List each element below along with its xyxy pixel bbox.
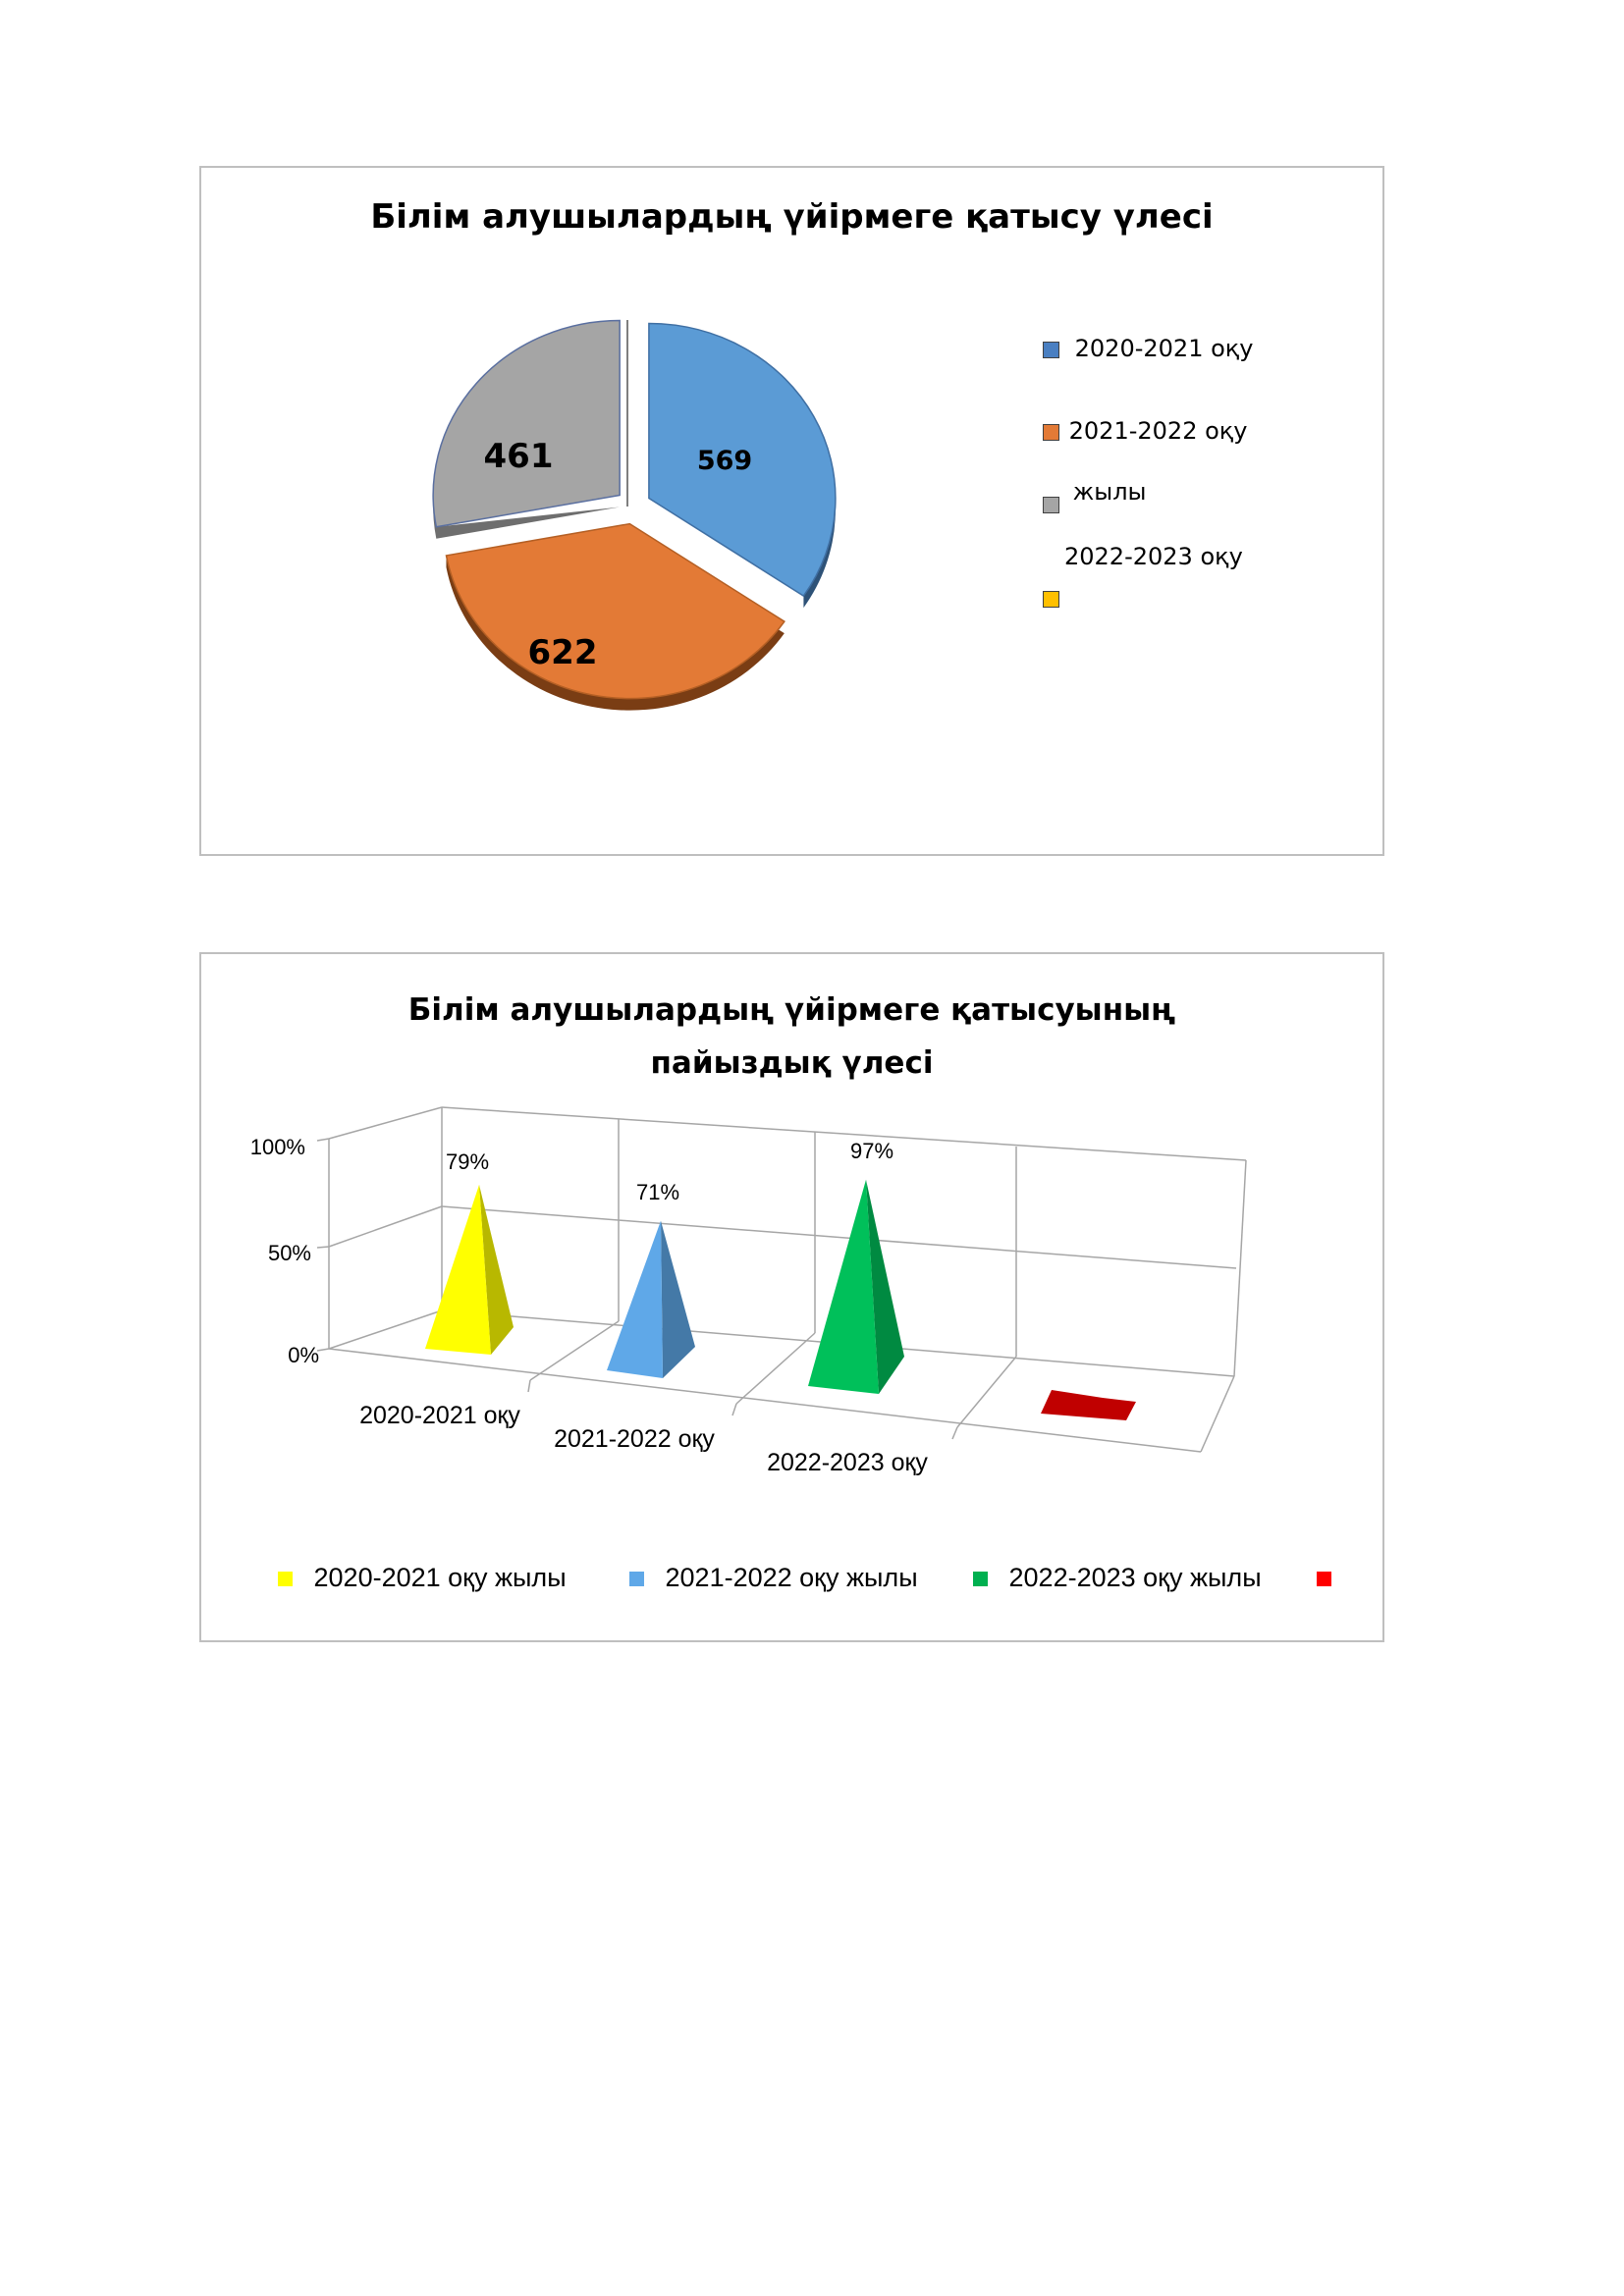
pyramid-legend-swatch-1 <box>278 1572 293 1586</box>
pyramid-3-data-label: 97% <box>849 1139 894 1163</box>
y-tick-label-50: 50% <box>267 1241 311 1265</box>
y-tick-label-100: 100% <box>249 1135 305 1159</box>
pyramid-legend-item-4 <box>1317 1563 1345 1593</box>
y-tick-label-0: 0% <box>288 1343 319 1367</box>
pie-legend-swatch-1 <box>1043 342 1059 358</box>
x-category-label-3: 2022-2023 оқу <box>767 1449 928 1476</box>
pie-legend-item-1 <box>1043 335 1253 362</box>
grid-back-mid <box>442 1206 1236 1268</box>
pyramid-chart-panel <box>199 952 1384 1642</box>
pyramid-chart-title-line-1: Білім алушылардың үйірмеге қатысуының <box>407 992 1176 1028</box>
pie-slice-3[interactable] <box>433 320 620 526</box>
floor-div-1 <box>530 1321 619 1380</box>
pie-legend-label-4: 2022-2023 оқу <box>1064 543 1243 570</box>
pie-legend-item-5 <box>1043 584 1067 612</box>
pyramid-series <box>425 1180 1136 1420</box>
pie-legend-label-1: 2020-2021 оқу <box>1074 335 1254 362</box>
pyramid-legend-item-2 <box>629 1563 918 1593</box>
pyramid-legend-label-2: 2021-2022 оқу жылы <box>665 1563 918 1592</box>
floor-left-edge <box>329 1310 442 1349</box>
pie-legend-item-4 <box>1064 543 1243 570</box>
pyramid-legend-item-3 <box>973 1563 1262 1593</box>
pyramid-legend-swatch-4 <box>1317 1572 1331 1586</box>
pyramid-2-data-label: 71% <box>635 1180 680 1204</box>
pie-slice-3-label: 461 <box>483 437 554 476</box>
floor-div-2 <box>736 1333 815 1404</box>
x-tick-3 <box>952 1427 957 1439</box>
pyramid-legend-item-1 <box>278 1563 567 1593</box>
pyramid-legend-label-1: 2020-2021 оқу жылы <box>313 1563 567 1592</box>
pie-legend-swatch-3 <box>1043 497 1059 513</box>
pyramid-chart-title-line-2: пайыздық үлесі <box>650 1045 934 1081</box>
pyramid-4-base[interactable] <box>1041 1390 1136 1420</box>
x-category-label-1: 2020-2021 оқу <box>359 1402 520 1429</box>
pyramid-legend-label-3: 2022-2023 оқу жылы <box>1008 1563 1262 1592</box>
pie-legend-label-3: жылы <box>1072 478 1147 506</box>
pie-slice-2-label: 622 <box>527 633 598 672</box>
pyramid-1-data-label: 79% <box>445 1149 490 1174</box>
pie-legend-swatch-2 <box>1043 424 1059 441</box>
grid-left-mid <box>329 1206 442 1247</box>
x-category-label-2: 2021-2022 оқу <box>554 1425 715 1453</box>
pyramid-chart-plot <box>201 954 1386 1644</box>
x-tick-2 <box>732 1404 736 1415</box>
y-tick-100 <box>317 1139 329 1141</box>
grid-back-top <box>442 1107 1246 1160</box>
pyramid-legend-swatch-2 <box>629 1572 644 1586</box>
pie-slice-1-label: 569 <box>696 446 753 476</box>
pyramid-legend <box>201 1563 1382 1602</box>
pie-legend-item-2 <box>1043 417 1247 445</box>
floor-div-3 <box>957 1357 1016 1427</box>
pie-legend-label-2: 2021-2022 оқу <box>1068 417 1248 445</box>
pyramid-2-side <box>661 1221 695 1378</box>
x-tick-1 <box>528 1380 530 1392</box>
y-tick-50 <box>317 1247 329 1248</box>
pie-chart-panel <box>199 166 1384 856</box>
pie-legend-swatch-5 <box>1043 591 1059 608</box>
pyramid-legend-swatch-3 <box>973 1572 988 1586</box>
floor-right-edge <box>1201 1376 1234 1452</box>
pie-legend-item-3 <box>1043 478 1147 506</box>
pyramid-2-front[interactable] <box>607 1221 663 1378</box>
pie-chart-plot <box>201 168 1386 858</box>
grid-left-top <box>329 1107 442 1139</box>
pie-chart-title: Білім алушылардың үйірмеге қатысу үлесі <box>370 197 1214 237</box>
